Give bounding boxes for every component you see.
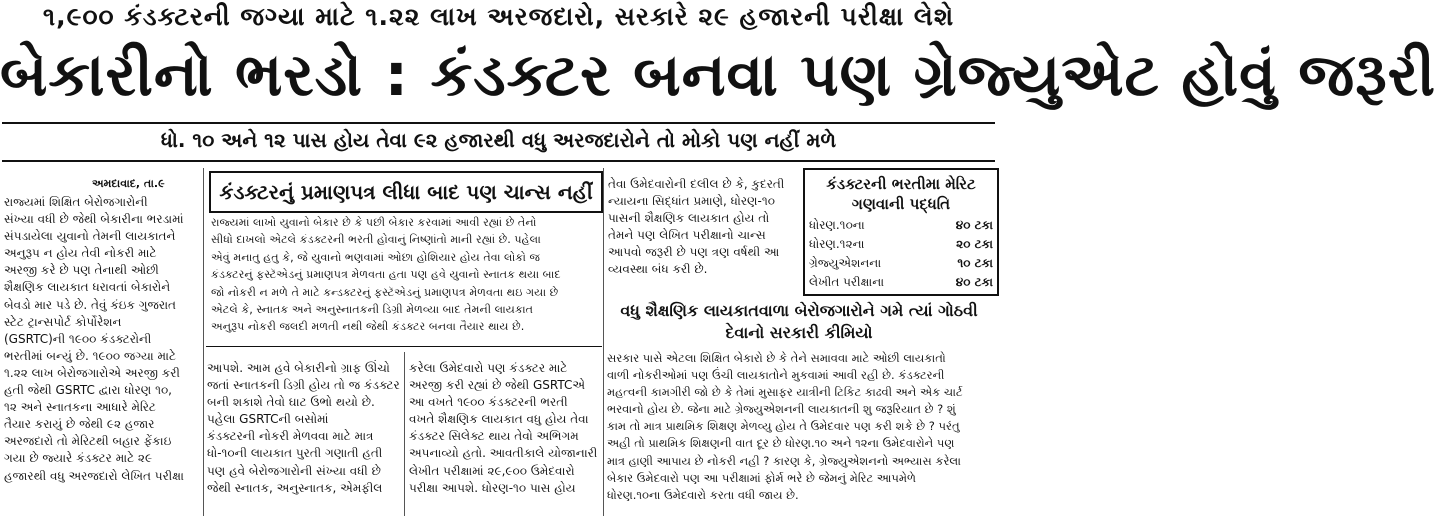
text-line: ૧.૨૨ લાખ બેરોજગારોએ અરજી કરી bbox=[4, 365, 180, 380]
article-column-1 bbox=[4, 194, 200, 485]
text-line: અહી તો પ્રાથમિક શિક્ષણની વાત દૂર છે ધોરણ.૧૦ અને ૧૨ના ઉમેદવારોને પણ bbox=[607, 436, 955, 451]
text-line: જો નોકરી ન મળે તે માટે કન્ડક્ટરનું ફસ્ટૅએડનું પ્રમાણપત્ર મેળવતા થઇ ગયા છે bbox=[211, 285, 559, 299]
text-line: રાજ્યમાં શિક્ષિત બેરોજગારોની bbox=[4, 195, 148, 209]
text-line: આ વખતે ૧૯૦૦ કંડક્ટરની ભરતી bbox=[409, 395, 568, 410]
merit-label: લેખીત પરીક્ષાના bbox=[809, 275, 885, 289]
text-line: લેખીત પરીક્ષામાં ૨૯,૯૦૦ ઉમેદવારો bbox=[409, 463, 575, 478]
text-line: સ્ટેટ ટ્રાન્સપોર્ટ કોર્પોરેશન bbox=[4, 314, 122, 329]
article-column-3-bottom bbox=[409, 360, 601, 497]
text-line: ધો-૧૦ની લાયકાત પુરતી ગણાતી હતી bbox=[207, 446, 383, 461]
dateline: અમદાવાદ, તા.૯ bbox=[92, 177, 165, 190]
text-line: જતાં સ્નાતકની ડિગ્રી હોય તો જ કંડક્ટર bbox=[207, 378, 400, 393]
text-line: ભરવાનો હોય છે. જેના માટે ગ્રેજ્યુએશનની લાયકાતની શુ જરૂરિયાત છે ? શું bbox=[607, 402, 956, 417]
merit-title: કંડક્ટરની ભરતીમા મેરિટ ગણવાની પદ્ધતિ bbox=[826, 175, 976, 213]
text-line: અપનાવ્યો હતો. આવતીકાલે યોજાનારી bbox=[409, 446, 598, 461]
text-line: વાળી નોકરીઓમાં પણ ઉંચી લાયકાતોને મુકવામાં આવી રહી છે. કંડક્ટરની bbox=[607, 368, 945, 383]
merit-box bbox=[803, 168, 999, 296]
main-headline: બેકારીનો ભરડો : કંડક્ટર બનવા પણ ગ્રેજ્યુએટ હોવું જરૂરી bbox=[0, 40, 1436, 109]
merit-label: ગ્રેજ્યુએશનના bbox=[809, 256, 882, 270]
text-line: શૈક્ષણિક લાયકાત ધરાવતાં બેકારોને bbox=[4, 280, 171, 295]
text-line: મહત્વની કામગીરી જો છે કે તેમાં મુસાફર યાત્રીની ટિકિટ કાઢવી અને એક ચાર્ટ bbox=[607, 385, 963, 400]
divider bbox=[2, 160, 995, 162]
merit-label: ધોરણ.૧૦ના bbox=[809, 218, 865, 232]
text-line: વ્યવસ્થા બંધ કરી છે. bbox=[608, 262, 708, 277]
column-divider bbox=[603, 168, 604, 516]
merit-value: ૨૦ ટકા bbox=[956, 237, 993, 251]
text-line: આપવો જરૂરી છે પણ ત્રણ વર્ષથી આ bbox=[608, 245, 780, 260]
table-row bbox=[805, 273, 997, 292]
text-line: માત્ર હાણી આપાય છે નોકરી નહી ? કારણ કે, ગ્રેજ્યુએશનનો અભ્યાસ કરેલા bbox=[607, 453, 961, 468]
text-line: ૧૨ અને સ્નાતકના આધારે મેરિટ bbox=[4, 400, 156, 415]
divider bbox=[206, 346, 602, 347]
kicker-headline: ૧,૯૦૦ કંડક્ટરની જગ્યા માટે ૧.૨૨ લાખ અરજદારો, સરકારે ૨૯ હજારની પરીક્ષા લેશે bbox=[42, 2, 955, 31]
text-line: (GSRTC)ની ૧૯૦૦ કંડક્ટરોની bbox=[4, 331, 152, 346]
text-line: પણ હવે બેરોજગારોની સંખ્યા વધી છે bbox=[207, 463, 381, 478]
text-line: એવું મનાતુ હતુ કે, જે યુવાનો ભણવામાં ઓછા હોશિયાર હોય તેવા લોકો જ bbox=[211, 250, 541, 264]
section-subheadline: વધુ શૈક્ષણિક લાયકાતવાળા બેરોજગારોને ગમે ત્યાં ગોઠવી દેવાનો સરકારી કીમિયો bbox=[620, 301, 978, 342]
text-line: સંપડાયેલા યુવાનો તેમની લાયકાતને bbox=[4, 229, 176, 244]
text-line: એટલે કે, સ્નાતક અને અનુસ્નાતકની ડિગ્રી મેળવ્યા બાદ તેમની લાયકાત bbox=[211, 302, 534, 316]
divider bbox=[2, 122, 995, 124]
text-line: ધોરણ.૧૦ના ઉમેદવારો કરતા વધી જાય છે. bbox=[607, 487, 799, 502]
article-column-2 bbox=[207, 360, 401, 497]
text-line: બેકાર ઉમેદવારો પણ આ પરીક્ષામાં ફોર્મ ભરે છે જેમનું મેરિટ આપમેળે bbox=[607, 470, 916, 485]
text-line: સંખ્યા વધી છે જેથી બેકારીના ભરડામાં bbox=[4, 212, 184, 227]
article-column-3-top bbox=[608, 176, 798, 279]
text-line: અનુરૂપ ન હોય તેવી નોકરી માટે bbox=[4, 246, 157, 261]
text-line: જેથી સ્નાતક, અનુસ્નાતક, એમફીલ bbox=[207, 480, 383, 495]
text-line: સીધો દાખલો એટલે કંડક્ટરની ભરતી હોવાનું નિષ્ણાંતો માની રહ્યાં છે. પહેલા bbox=[211, 233, 541, 247]
table-row bbox=[805, 216, 997, 235]
text-line: ન્યાયના સિદ્ધાંત પ્રમાણે, ધોરણ-૧૦ bbox=[608, 194, 775, 209]
text-line: અરજદારો તો મેરિટથી બહાર ફેંકાઇ bbox=[4, 434, 172, 449]
subheadline: ધો. ૧૦ અને ૧૨ પાસ હોય તેવા ૯૨ હજારથી વધુ અરજદારોને તો મોકો પણ નહીં મળે bbox=[160, 128, 837, 152]
text-line: કંડક્ટરનું ફસ્ટૅએડનું પ્રમાણપત્ર મેળવતા હતા પણ હવે યુવાનો સ્નાતક થયા બાદ bbox=[211, 268, 561, 282]
merit-table bbox=[805, 216, 997, 292]
box-heading: કંડક્ટરનું પ્રમાણપત્ર લીધા બાદ પણ ચાન્સ નહીં bbox=[209, 171, 603, 213]
text-line: હજારથી વધુ અરજદારો લેખિત પરીક્ષા bbox=[4, 468, 184, 483]
text-line: કામ તો માત્ર પ્રાથમિક શિક્ષણ મેળવ્યુ હોય તે ઉમેદવાર પણ કરી શકે છે ? પરંતુ bbox=[607, 419, 960, 434]
text-line: હતી જેથી GSRTC દ્વારા ધોરણ ૧૦, bbox=[4, 383, 172, 398]
text-line: સરકાર પાસે એટલા શિક્ષિત બેકારો છે કે તેને સમાવવા માટે ઓછી લાયકાતો bbox=[607, 351, 946, 365]
text-line: બેવડો માર પડે છે. તેવું કંઇક ગુજરાત bbox=[4, 297, 176, 312]
text-line: રાજ્યમાં લાખો યુવાનો બેકાર છે કે પછી બેકાર કરવામાં આવી રહ્યાં છે તેનો bbox=[211, 216, 537, 229]
box-body bbox=[211, 214, 601, 336]
text-line: કરેલા ઉમેદવારો પણ કંડક્ટર માટે bbox=[409, 361, 568, 375]
text-line: અરજી કરે છે પણ તેનાથી ઓછી bbox=[4, 263, 159, 278]
text-line: કંડક્ટરની નોકરી મેળવવા માટે માત્ર bbox=[207, 429, 374, 444]
text-line: પહેલા GSRTCની બસોમાં bbox=[207, 412, 329, 427]
table-row bbox=[805, 235, 997, 254]
text-line: અરજી કરી રહ્યાં છે જેથી GSRTCએ bbox=[409, 378, 586, 393]
text-line: અનુરૂપ નોકરી જલદી મળતી નથી જેથી કંડક્ટર બનવા તૈયાર થાય છે. bbox=[211, 320, 525, 334]
merit-value: ૧૦ ટકા bbox=[957, 256, 993, 270]
text-line: ભરતીમાં બન્યું છે. ૧૯૦૦ જગ્યા માટે bbox=[4, 348, 176, 363]
text-line: વખતે શૈક્ષણિક લાયકાત વધુ હોય તેવા bbox=[409, 412, 589, 427]
text-line: ગયા છે જ્યારે કંડક્ટર માટે ૨૯ bbox=[4, 451, 153, 466]
table-row bbox=[805, 254, 997, 273]
text-line: પરીક્ષા આપશે. ધોરણ-૧૦ પાસ હોય bbox=[409, 480, 576, 495]
text-line: કંડક્ટર સિલેક્ટ થાય તેવો અભિગમ bbox=[409, 429, 579, 444]
merit-label: ધોરણ.૧૨ના bbox=[809, 237, 865, 251]
merit-value: ૪૦ ટકા bbox=[955, 275, 993, 289]
text-line: આપશે. આમ હવે બેકારીનો ગ્રાફ ઊંચો bbox=[207, 361, 390, 375]
text-line: બની શકાશે તેવો ઘાટ ઉભો થયો છે. bbox=[207, 395, 375, 410]
merit-value: ૪૦ ટકા bbox=[955, 218, 993, 232]
column-divider bbox=[203, 168, 204, 516]
article-column-4 bbox=[607, 350, 995, 504]
column-divider bbox=[404, 352, 405, 516]
text-line: તૈયાર કરાયું છે જેથી ૯૨ હજાર bbox=[4, 417, 155, 432]
text-line: પાસની શૈક્ષણિક લાયકાત હોય તો bbox=[608, 211, 770, 226]
text-line: તેમને પણ લેખિત પરીક્ષાનો ચાન્સ bbox=[608, 228, 766, 243]
text-line: તેવા ઉમેદવારોની દલીલ છે કે, કુદરતી bbox=[608, 177, 785, 191]
